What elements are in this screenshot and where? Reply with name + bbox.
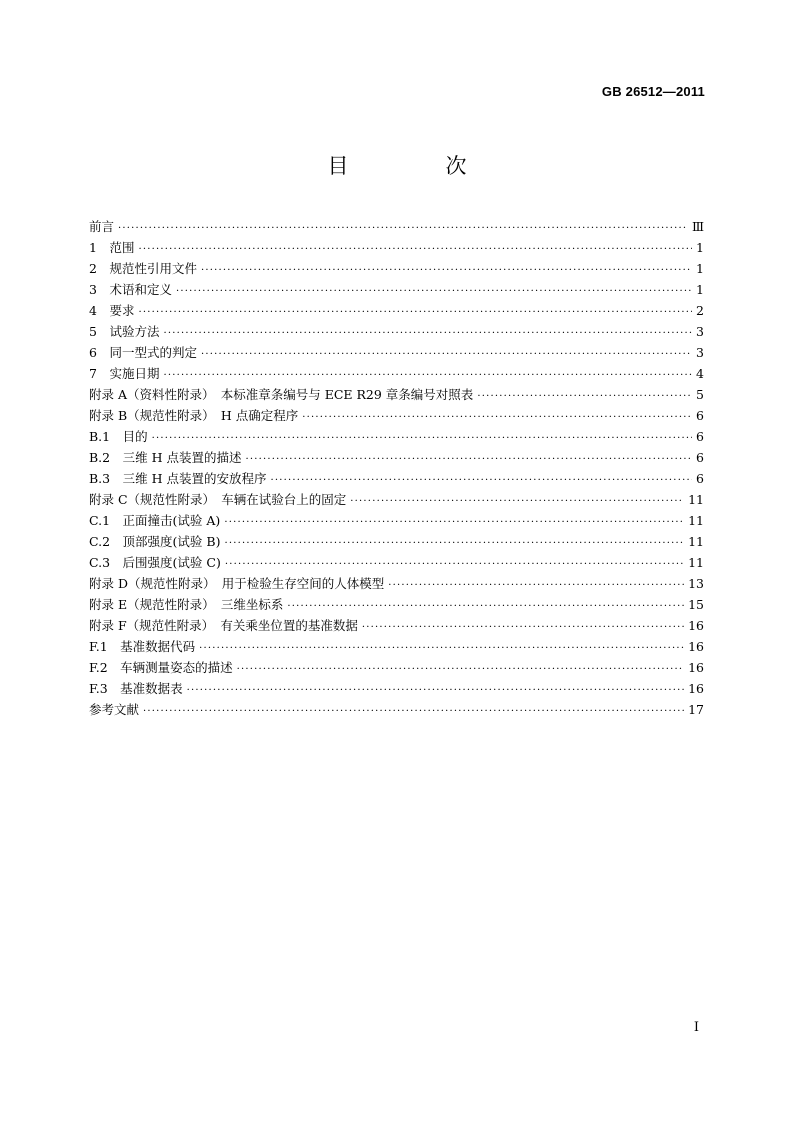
toc-entry-page: 1 bbox=[696, 240, 704, 255]
toc-leader-dots bbox=[199, 638, 684, 659]
toc-entry[interactable] bbox=[89, 699, 704, 720]
toc-entry-page: 11 bbox=[688, 513, 704, 528]
toc-entry-label: 4 要求 bbox=[89, 303, 135, 318]
toc-leader-dots bbox=[176, 281, 692, 302]
toc-entry[interactable] bbox=[89, 678, 704, 699]
toc-leader-dots bbox=[224, 533, 684, 554]
toc-entry-label: F.1 基准数据代码 bbox=[89, 639, 196, 654]
toc-entry-label: 附录 E（规范性附录） 三维坐标系 bbox=[89, 597, 284, 612]
toc-entry[interactable] bbox=[89, 657, 704, 678]
toc-entry[interactable] bbox=[89, 237, 704, 258]
toc-entry-page: 16 bbox=[688, 660, 704, 675]
toc-entry-label: B.2 三维 H 点装置的描述 bbox=[89, 450, 242, 465]
toc-entry-page: 15 bbox=[688, 597, 704, 612]
toc-entry-page: 6 bbox=[696, 471, 704, 486]
toc-entry[interactable] bbox=[89, 447, 704, 468]
toc-entry-label: 1 范围 bbox=[89, 240, 135, 255]
toc-entry[interactable] bbox=[89, 216, 704, 237]
toc-entry[interactable] bbox=[89, 279, 704, 300]
toc-leader-dots bbox=[138, 302, 692, 323]
toc-entry-page: 6 bbox=[696, 408, 704, 423]
toc-entry-page: 5 bbox=[696, 387, 704, 402]
toc-leader-dots bbox=[237, 659, 684, 680]
toc-entry-page: 16 bbox=[688, 639, 704, 654]
toc-entry-label: 前言 bbox=[89, 219, 115, 234]
toc-leader-dots bbox=[138, 239, 692, 260]
toc-leader-dots bbox=[362, 617, 684, 638]
toc-entry-label: 附录 B（规范性附录） H 点确定程序 bbox=[89, 408, 299, 423]
toc-entry-label: C.2 顶部强度(试验 B) bbox=[89, 534, 221, 549]
toc-entry-label: C.1 正面撞击(试验 A) bbox=[89, 513, 221, 528]
toc-entry-page: 11 bbox=[688, 555, 704, 570]
toc-entry[interactable] bbox=[89, 384, 704, 405]
toc-entry-page: 6 bbox=[696, 450, 704, 465]
toc-entry[interactable] bbox=[89, 468, 704, 489]
toc-entry-page: 1 bbox=[696, 261, 704, 276]
toc-entry-label: 附录 F（规范性附录） 有关乘坐位置的基准数据 bbox=[89, 618, 358, 633]
toc-entry-page: 1 bbox=[696, 282, 704, 297]
toc-entry-page: 16 bbox=[688, 681, 704, 696]
toc-leader-dots bbox=[245, 449, 692, 470]
table-of-contents bbox=[89, 216, 704, 720]
toc-entry[interactable] bbox=[89, 426, 704, 447]
toc-leader-dots bbox=[477, 386, 692, 407]
toc-entry-page: Ⅲ bbox=[691, 219, 704, 234]
toc-entry[interactable] bbox=[89, 363, 704, 384]
toc-leader-dots bbox=[224, 512, 684, 533]
toc-entry-page: 11 bbox=[688, 492, 704, 507]
page-number: Ⅰ bbox=[693, 1020, 699, 1035]
toc-leader-dots bbox=[201, 344, 692, 365]
toc-entry-page: 13 bbox=[688, 576, 704, 591]
toc-entry-label: F.3 基准数据表 bbox=[89, 681, 183, 696]
toc-leader-dots bbox=[350, 491, 684, 512]
toc-entry[interactable] bbox=[89, 405, 704, 426]
toc-entry-label: 附录 A（资料性附录） 本标准章条编号与 ECE R29 章条编号对照表 bbox=[89, 387, 474, 402]
toc-entry[interactable] bbox=[89, 615, 704, 636]
toc-leader-dots bbox=[270, 470, 692, 491]
toc-entry[interactable] bbox=[89, 552, 704, 573]
toc-entry[interactable] bbox=[89, 489, 704, 510]
toc-leader-dots bbox=[163, 365, 692, 386]
toc-leader-dots bbox=[201, 260, 692, 281]
toc-entry-page: 11 bbox=[688, 534, 704, 549]
toc-leader-dots bbox=[302, 407, 692, 428]
toc-entry-label: 5 试验方法 bbox=[89, 324, 160, 339]
toc-entry[interactable] bbox=[89, 510, 704, 531]
toc-entry-page: 3 bbox=[696, 324, 704, 339]
toc-leader-dots bbox=[118, 218, 688, 239]
toc-entry-label: B.1 目的 bbox=[89, 429, 148, 444]
toc-entry-label: 附录 D（规范性附录） 用于检验生存空间的人体模型 bbox=[89, 576, 385, 591]
standard-code: GB 26512—2011 bbox=[601, 84, 705, 99]
toc-leader-dots bbox=[187, 680, 684, 701]
toc-entry-label: 附录 C（规范性附录） 车辆在试验台上的固定 bbox=[89, 492, 347, 507]
toc-entry-label: 6 同一型式的判定 bbox=[89, 345, 197, 360]
toc-entry-page: 3 bbox=[696, 345, 704, 360]
toc-entry[interactable] bbox=[89, 321, 704, 342]
toc-leader-dots bbox=[225, 554, 684, 575]
toc-leader-dots bbox=[163, 323, 692, 344]
toc-entry-label: C.3 后围强度(试验 C) bbox=[89, 555, 221, 570]
toc-entry-page: 2 bbox=[696, 303, 704, 318]
toc-entry[interactable] bbox=[89, 342, 704, 363]
toc-entry-label: 3 术语和定义 bbox=[89, 282, 172, 297]
toc-leader-dots bbox=[287, 596, 684, 617]
toc-entry-label: F.2 车辆测量姿态的描述 bbox=[89, 660, 233, 675]
toc-leader-dots bbox=[152, 428, 692, 449]
toc-entry[interactable] bbox=[89, 258, 704, 279]
toc-entry-label: 2 规范性引用文件 bbox=[89, 261, 197, 276]
toc-entry[interactable] bbox=[89, 531, 704, 552]
toc-entry-label: B.3 三维 H 点装置的安放程序 bbox=[89, 471, 267, 486]
toc-entry[interactable] bbox=[89, 594, 704, 615]
toc-entry-label: 参考文献 bbox=[89, 702, 140, 717]
toc-entry-label: 7 实施日期 bbox=[89, 366, 160, 381]
toc-entry-page: 16 bbox=[688, 618, 704, 633]
toc-entry-page: 6 bbox=[696, 429, 704, 444]
page-title: 目 次 bbox=[327, 154, 505, 178]
toc-entry[interactable] bbox=[89, 636, 704, 657]
toc-entry[interactable] bbox=[89, 300, 704, 321]
toc-entry-page: 17 bbox=[688, 702, 704, 717]
toc-leader-dots bbox=[143, 701, 684, 722]
toc-entry[interactable] bbox=[89, 573, 704, 594]
toc-leader-dots bbox=[388, 575, 684, 596]
toc-entry-page: 4 bbox=[696, 366, 704, 381]
